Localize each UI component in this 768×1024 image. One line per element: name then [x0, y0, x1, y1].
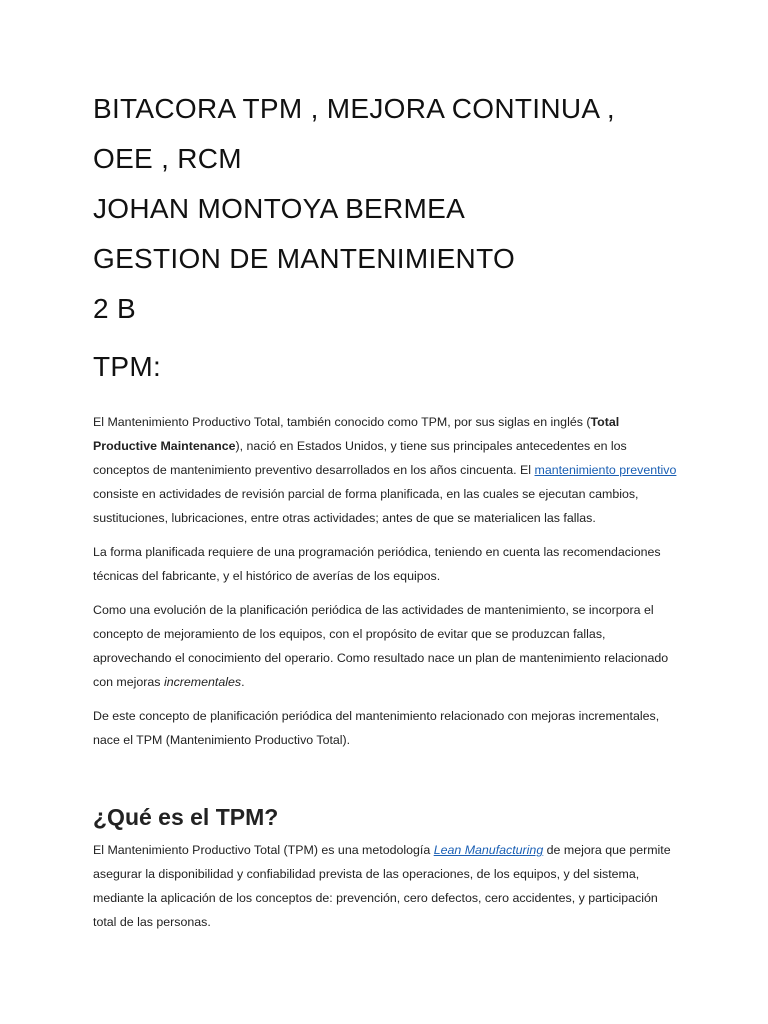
paragraph	[93, 704, 683, 752]
course-name: GESTION DE MANTENIMIENTO	[93, 243, 516, 274]
section-tpm-body	[93, 410, 683, 752]
text-run: Como una evolución de la planificación periódica de las actividades de mantenimiento, se incorpora el concepto de mejoramiento de los equipos, con el propósito de evitar que se produzcan fallas, aprovechando el conocimiento del operario. Como resultado nace un plan de mantenimiento relacionado con mejoras	[93, 603, 669, 689]
text-run: .	[241, 675, 245, 689]
author-name: JOHAN MONTOYA BERMEA	[93, 193, 466, 224]
group-label: 2 B	[93, 293, 136, 324]
text-run: La forma planificada requiere de una programación periódica, teniendo en cuenta las recomendaciones técnicas del fabricante, y el histórico de averías de los equipos.	[93, 545, 661, 583]
text-run: consiste en actividades de revisión parcial de forma planificada, en las cuales se ejecutan cambios, sustituciones, lubricaciones, entre otras actividades; antes de que se materialicen las fallas.	[93, 487, 639, 525]
document-page	[93, 84, 683, 944]
text-run: El Mantenimiento Productivo Total, también conocido como TPM, por sus siglas en inglés (	[93, 415, 591, 429]
paragraph	[93, 410, 683, 530]
text-run: El Mantenimiento Productivo Total (TPM) es una metodología	[93, 843, 434, 857]
paragraph	[93, 598, 683, 694]
paragraph	[93, 540, 683, 588]
text-run: de mejora que permite asegurar la disponibilidad y confiabilidad prevista de las operaciones, de los equipos, y del sistema, mediante la aplicación de los conceptos de: prevención, cero defectos, cero accidentes, y participación total de las personas.	[93, 843, 671, 929]
section-what-is-tpm-body	[93, 838, 683, 934]
text-run: De este concepto de planificación periódica del mantenimiento relacionado con mejoras incrementales, nace el TPM (Mantenimiento Productivo Total).	[93, 709, 660, 747]
paragraph	[93, 838, 683, 934]
italic-text: incrementales	[163, 675, 242, 689]
inline-link[interactable]: mantenimiento preventivo	[534, 463, 677, 477]
section-heading-tpm: TPM:	[93, 351, 162, 382]
bold-text: Total Productive Maintenance	[93, 415, 620, 453]
inline-link[interactable]: Lean Manufacturing	[433, 843, 544, 857]
section-heading-what-is-tpm: ¿Qué es el TPM?	[93, 804, 279, 830]
document-title: BITACORA TPM , MEJORA CONTINUA , OEE , RCM	[93, 93, 615, 174]
text-run: ), nació en Estados Unidos, y tiene sus principales antecedentes en los conceptos de mantenimiento preventivo desarrollados en los años cincuenta. El	[93, 439, 627, 477]
